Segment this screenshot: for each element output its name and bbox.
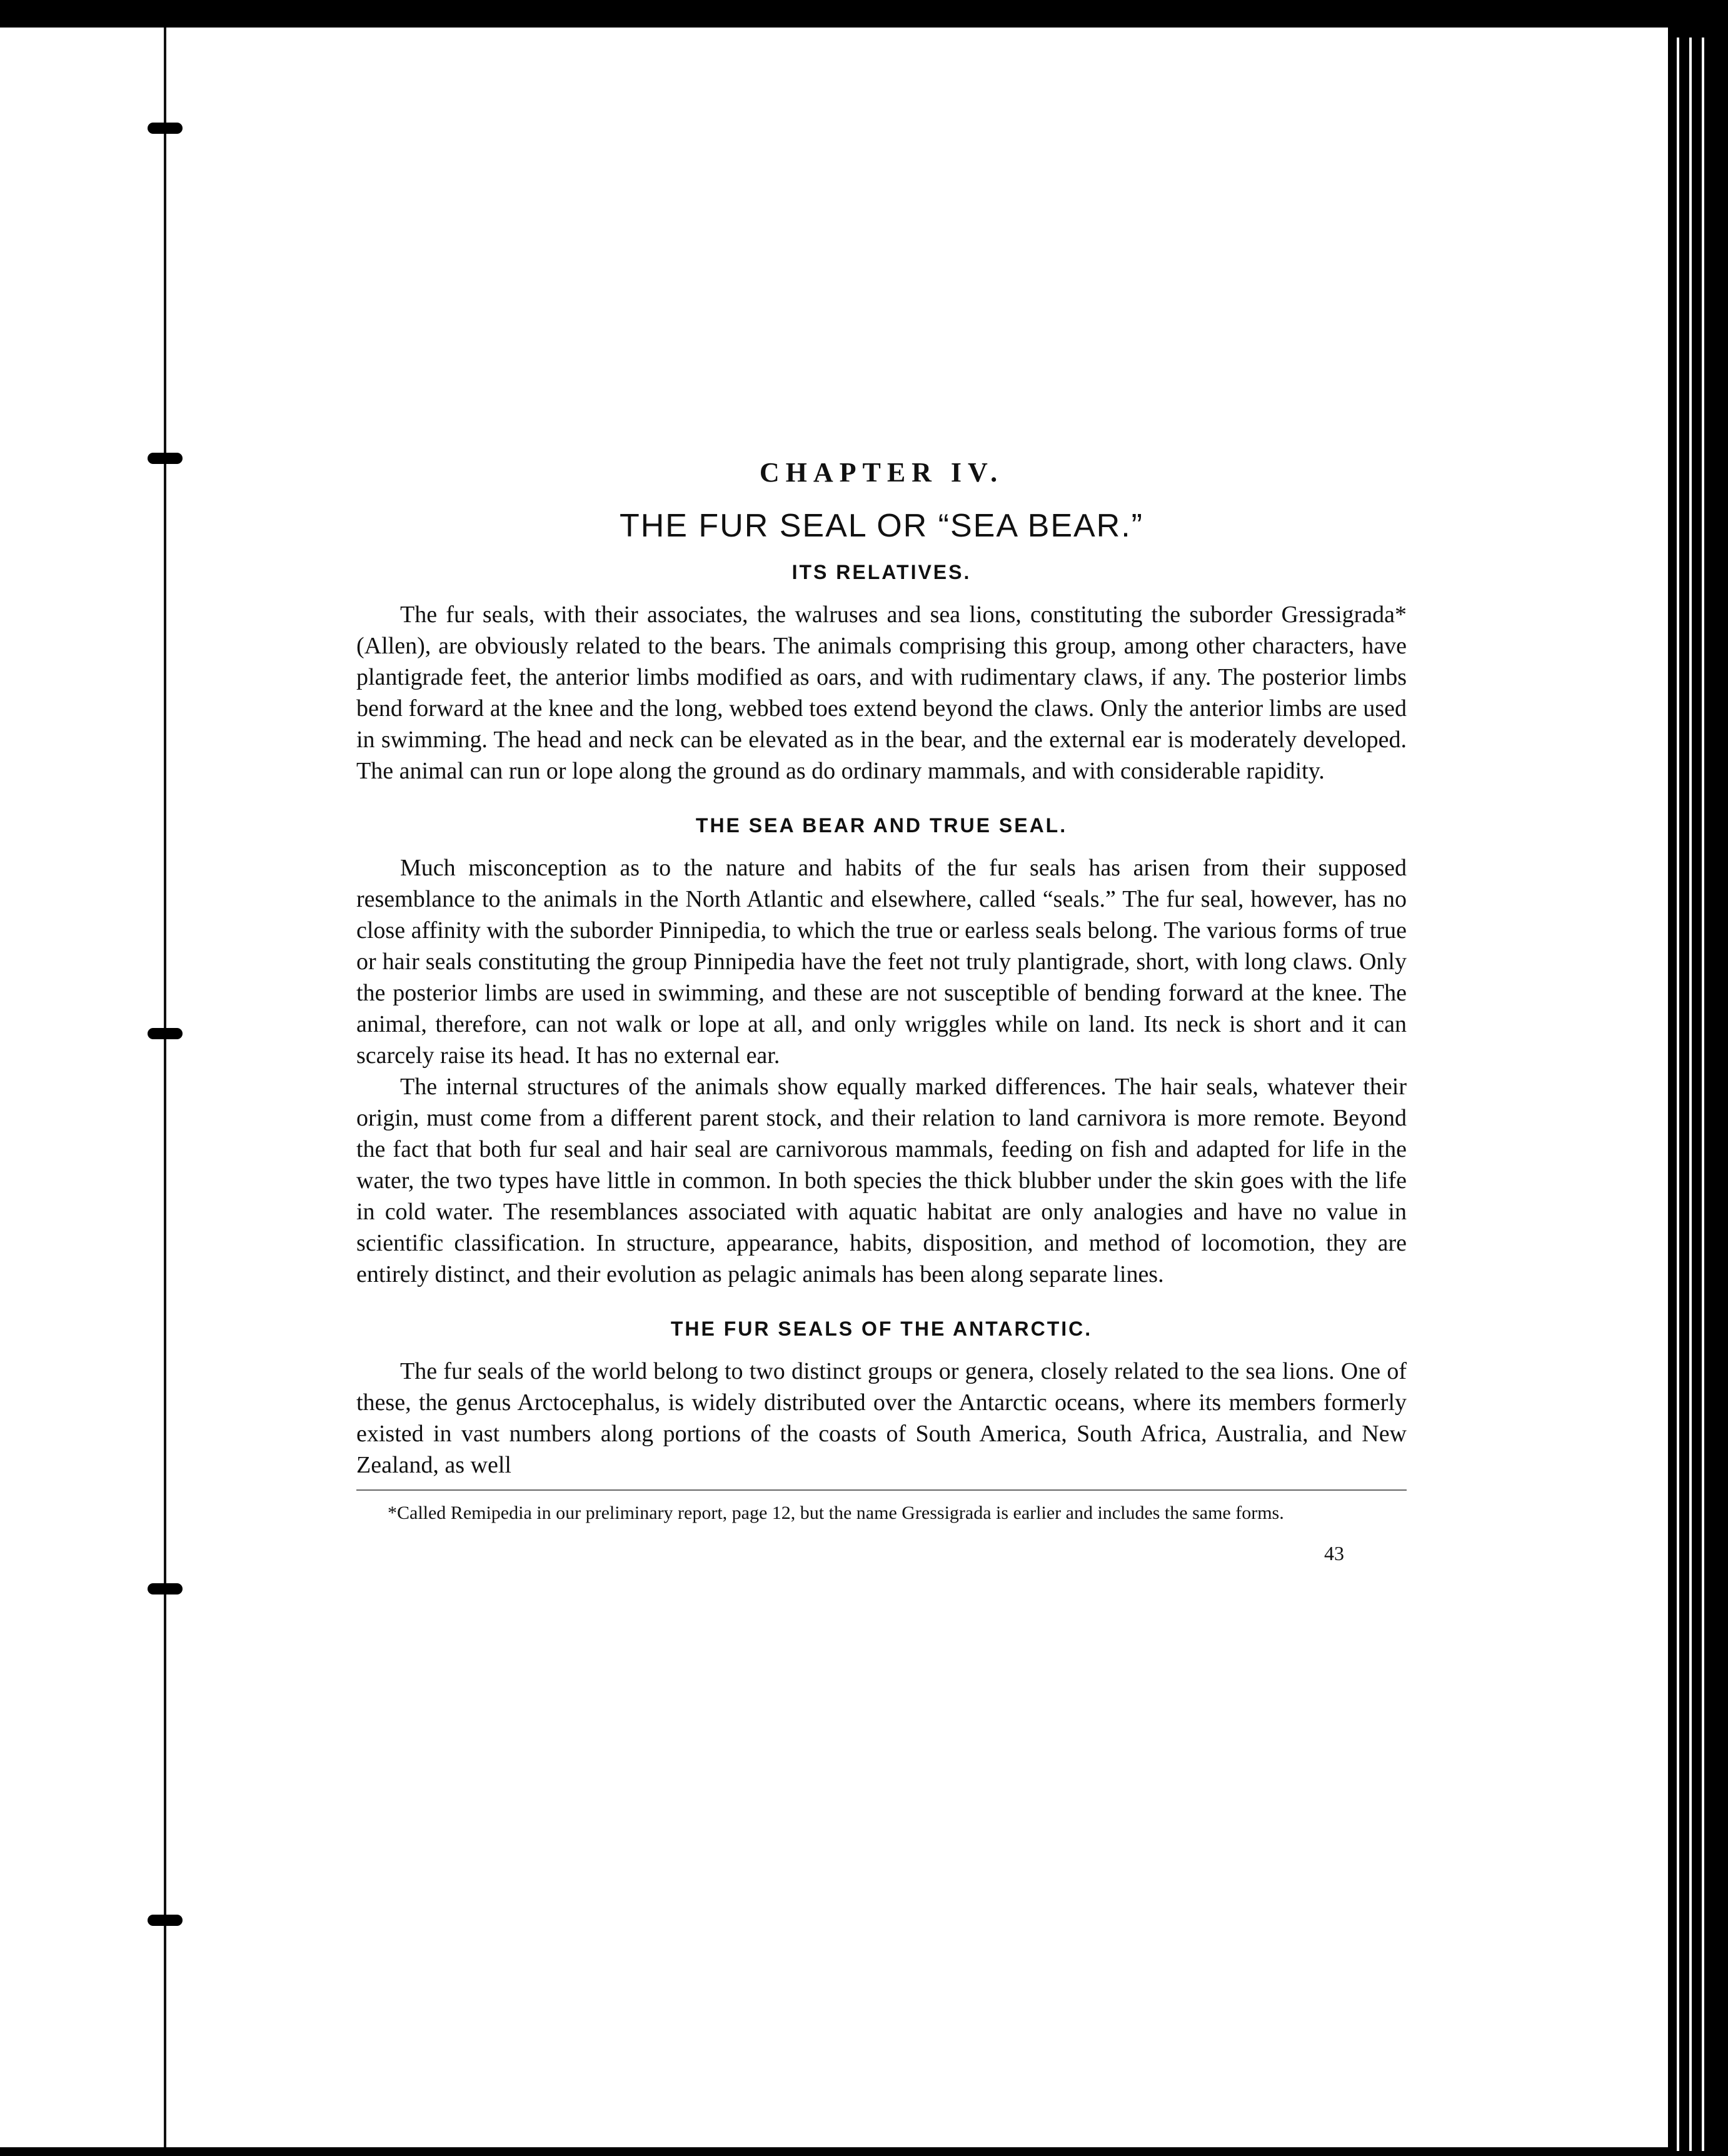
section-heading: THE SEA BEAR AND TRUE SEAL.: [695, 814, 1068, 837]
body-paragraph: Much misconception as to the nature and habits of the fur seals has arisen from their supposed resemblance to the animals in the North Atlantic and elsewhere, called “seals.” The fur seal, however, has no close affinity with the suborder Pinnipedia, to which the true or earless seals belong. The various forms of true or hair seals constituting the group Pinnipedia have the feet not truly plantigrade, short, with long claws. Only the posterior limbs are used in swimming, and these are not susceptible of bending forward at the knee. The animal, therefore, can not walk or lope at all, and only wriggles while on land. Its neck is short and it can scarcely raise its head. It has no external ear.: [356, 855, 1407, 1069]
footnote: *Called Remipedia in our preliminary report, page 12, but the name Gressigrada is earlier and includes the same forms.: [388, 1503, 1284, 1523]
binding-staple-icon: [148, 123, 183, 134]
section-heading: THE FUR SEALS OF THE ANTARCTIC.: [670, 1317, 1093, 1340]
body-paragraph: The internal structures of the animals show equally marked differences. The hair seals, whatever their origin, must come from a different parent stock, and their relation to land carnivora is more remote. Beyond the fact that both fur seal and hair seal are carnivorous mammals, feeding on fish and adapted for life in the water, the two types have little in common. In both species the thick blubber under the skin goes with the life in cold water. The resemblances associated with aquatic habitat are only analogies and have no value in scientific classification. In structure, appearance, habits, disposition, and method of locomotion, they are entirely distinct, and their evolution as pelagic animals has been along separate lines.: [356, 1074, 1407, 1287]
section-sea-bear-and-true-seal: [356, 814, 1407, 1290]
page-title: THE FUR SEAL OR “SEA BEAR.”: [619, 508, 1143, 544]
binding-staple-icon: [148, 1583, 183, 1594]
body-paragraph: The fur seals, with their associates, the walruses and sea lions, constituting the suborder Gressigrada* (Allen), are obviously related to the bears. The animals comprising this group, among other characters, have plantigrade feet, the anterior limbs modified as oars, and with rudimentary claws, if any. The posterior limbs bend forward at the knee and the long, webbed toes extend beyond the claws. Only the anterior limbs are used in swimming. The head and neck can be elevated as in the bear, and the external ear is moderately developed. The animal can run or lope along the ground as do ordinary mammals, and with considerable rapidity.: [356, 602, 1407, 784]
page-content: [356, 456, 1407, 1565]
page-edge-stack: [1668, 38, 1728, 2151]
binding-staple-icon: [148, 1028, 183, 1039]
section-heading: ITS RELATIVES.: [791, 561, 972, 583]
binding-staple-icon: [148, 1915, 183, 1926]
body-paragraph: The fur seals of the world belong to two distinct groups or genera, closely related to the sea lions. One of these, the genus Arctocephalus, is widely distributed over the Antarctic oceans, where its members formerly existed in vast numbers along portions of the coasts of South America, South Africa, Australia, and New Zealand, as well: [356, 1358, 1407, 1478]
section-its-relatives: [356, 561, 1407, 787]
scanned-page: [0, 28, 1668, 2147]
chapter-label: CHAPTER IV.: [759, 457, 1004, 488]
section-fur-seals-antarctic: [356, 1317, 1407, 1481]
binding-thread-line: [164, 28, 166, 2147]
page-number: 43: [1324, 1542, 1344, 1564]
footnote-divider: [356, 1489, 1407, 1491]
binding-staple-icon: [148, 453, 183, 464]
